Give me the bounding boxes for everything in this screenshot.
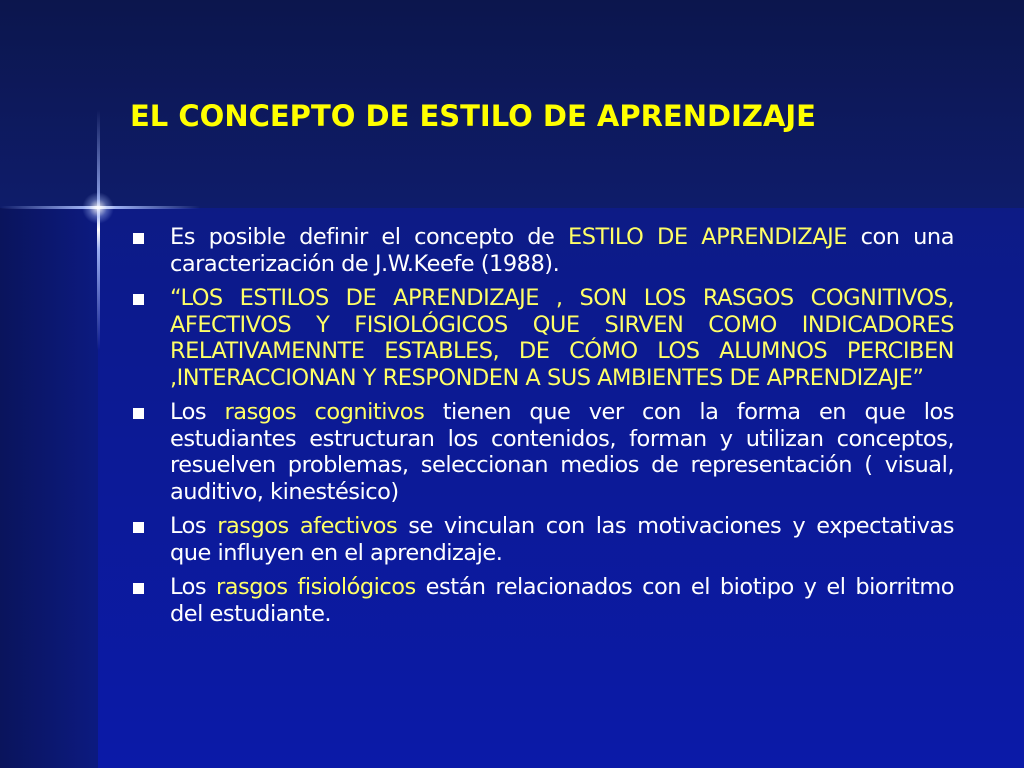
bullet-item bbox=[130, 513, 954, 566]
bullet-text bbox=[170, 285, 954, 391]
square-bullet-icon bbox=[133, 522, 144, 533]
bullet-item bbox=[130, 574, 954, 627]
square-bullet-icon bbox=[133, 294, 144, 305]
text-segment: Los bbox=[170, 399, 225, 425]
slide-title: EL CONCEPTO DE ESTILO DE APRENDIZAJE bbox=[130, 99, 816, 133]
text-segment: con una caracterización de J.W.Keefe (1988). bbox=[170, 224, 954, 277]
bullet-item bbox=[130, 399, 954, 505]
bullet-text bbox=[170, 399, 954, 505]
highlighted-term: ESTILO DE APRENDIZAJE bbox=[568, 224, 847, 250]
highlighted-term: rasgos cognitivos bbox=[224, 399, 425, 425]
highlighted-term: rasgos fisiológicos bbox=[216, 574, 416, 600]
bullet-list bbox=[130, 224, 954, 635]
definition-quote: “LOS ESTILOS DE APRENDIZAJE , SON LOS RASGOS COGNITIVOS, AFECTIVOS Y FISIOLÓGICOS QUE SIRVEN COMO INDICADORES RELATIVAMENNTE ESTABLES, DE CÓMO LOS ALUMNOS PERCIBEN ,INTERACCIONAN Y RESPONDEN A SUS AMBIENTES DE APRENDIZAJE” bbox=[170, 285, 954, 391]
square-bullet-icon bbox=[133, 408, 144, 419]
highlighted-term: rasgos afectivos bbox=[217, 513, 398, 539]
sparkle-icon bbox=[82, 192, 114, 224]
bullet-text bbox=[170, 513, 954, 566]
text-segment: Es posible definir el concepto de bbox=[170, 224, 569, 250]
left-band bbox=[0, 208, 98, 768]
sparkle-vertical-ray bbox=[97, 110, 100, 350]
square-bullet-icon bbox=[133, 233, 144, 244]
text-segment: Los bbox=[170, 513, 218, 539]
bullet-item-quote bbox=[130, 285, 954, 391]
bullet-text bbox=[170, 574, 954, 627]
square-bullet-icon bbox=[133, 583, 144, 594]
bullet-text bbox=[170, 224, 954, 277]
text-segment: se vinculan con las motivaciones y expectativas que influyen en el aprendizaje. bbox=[170, 513, 955, 566]
bullet-item bbox=[130, 224, 954, 277]
text-segment: tienen que ver con la forma en que los estudiantes estructuran los contenidos, forman y utilizan conceptos, resuelven problemas, seleccionan medios de representación ( visual, auditivo, kinestésico) bbox=[170, 399, 955, 505]
text-segment: Los bbox=[170, 574, 217, 600]
text-segment: están relacionados con el biotipo y el biorritmo del estudiante. bbox=[170, 574, 955, 627]
